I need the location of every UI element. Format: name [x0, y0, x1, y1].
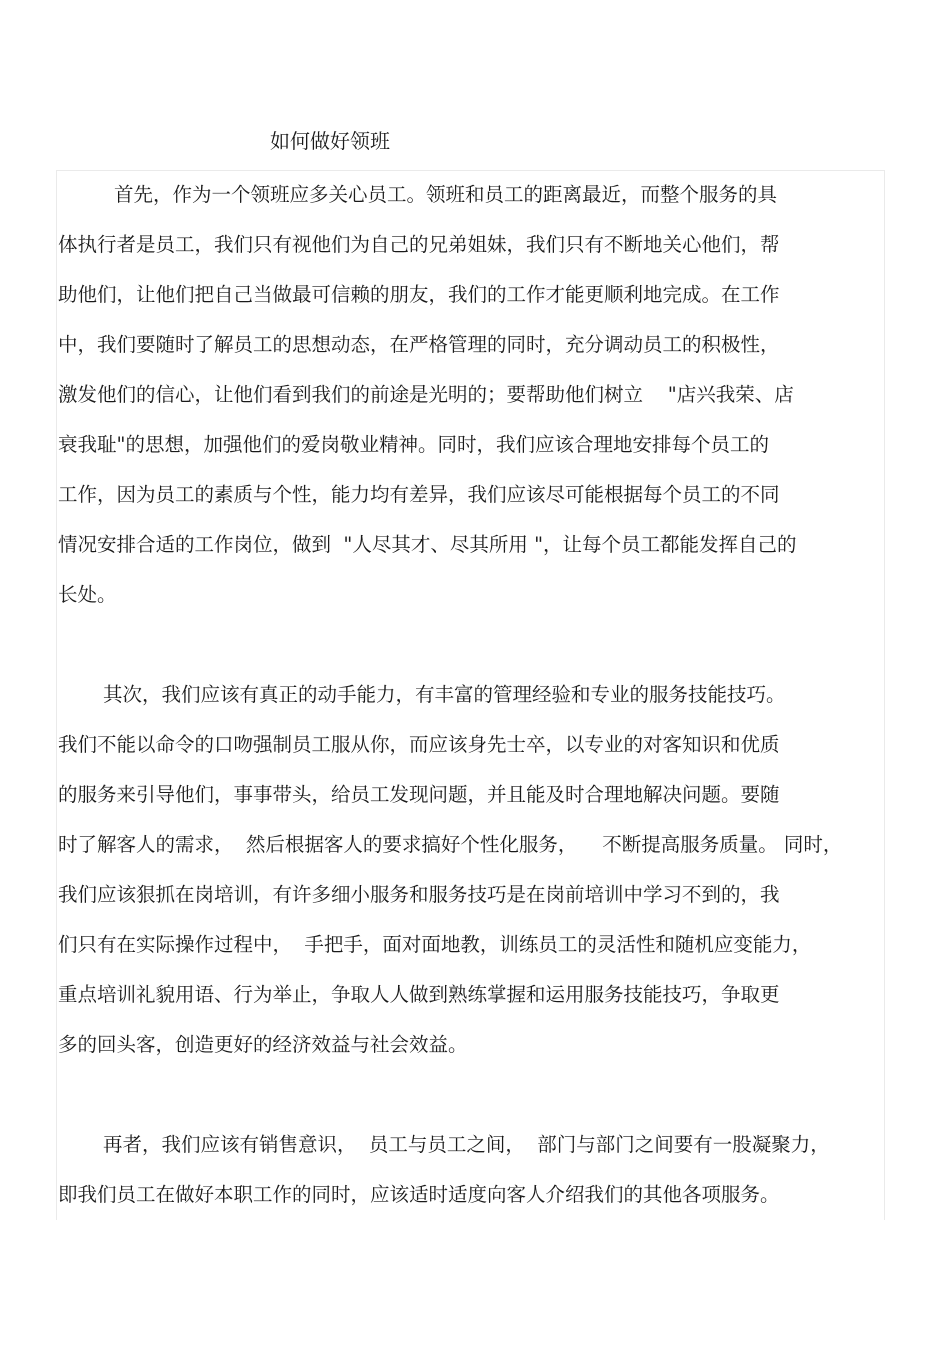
paragraph-3-line-2: 即我们员工在做好本职工作的同时，应该适时适度向客人介绍我们的其他各项服务。: [58, 1183, 780, 1206]
document-title: 如何做好领班: [270, 129, 390, 153]
paragraph-2-line-5: 我们应该狠抓在岗培训，有许多细小服务和服务技巧是在岗前培训中学习不到的，我: [58, 883, 780, 906]
paragraph-2-line-4: 时了解客人的需求， 然后根据客人的要求搞好个性化服务， 不断提高服务质量。 同时，: [58, 833, 843, 856]
paragraph-2-line-2: 我们不能以命令的口吻强制员工服从你，而应该身先士卒，以专业的对客知识和优质: [58, 733, 780, 756]
paragraph-2-line-6: 们只有在实际操作过程中， 手把手，面对面地教，训练员工的灵活性和随机应变能力，: [58, 933, 812, 956]
paragraph-1-line-5: 激发他们的信心，让他们看到我们的前途是光明的；要帮助他们树立 "店兴我荣、店: [58, 383, 794, 406]
paragraph-1-line-8: 情况安排合适的工作岗位，做到 "人尽其才、尽其所用 "，让每个员工都能发挥自己的: [58, 533, 797, 556]
paragraph-1-line-2: 体执行者是员工，我们只有视他们为自己的兄弟姐妹，我们只有不断地关心他们，帮: [58, 233, 780, 256]
paragraph-1-line-7: 工作，因为员工的素质与个性，能力均有差异，我们应该尽可能根据每个员工的不同: [58, 483, 780, 506]
paragraph-2-line-3: 的服务来引导他们，事事带头，给员工发现问题，并且能及时合理地解决问题。要随: [58, 783, 780, 806]
paragraph-1-line-6: 衰我耻"的思想，加强他们的爱岗敬业精神。同时，我们应该合理地安排每个员工的: [58, 433, 769, 456]
paragraph-2-line-8: 多的回头客，创造更好的经济效益与社会效益。: [58, 1033, 468, 1056]
paragraph-1-line-1: 首先，作为一个领班应多关心员工。领班和员工的距离最近，而整个服务的具: [114, 183, 778, 206]
paragraph-2-line-1: 其次，我们应该有真正的动手能力，有丰富的管理经验和专业的服务技能技巧。: [103, 683, 786, 706]
paragraph-2-line-7: 重点培训礼貌用语、行为举止，争取人人做到熟练掌握和运用服务技能技巧，争取更: [58, 983, 780, 1006]
paragraph-1-line-3: 助他们，让他们把自己当做最可信赖的朋友，我们的工作才能更顺利地完成。在工作: [58, 283, 780, 306]
paragraph-3-line-1: 再者，我们应该有销售意识， 员工与员工之间， 部门与部门之间要有一股凝聚力，: [103, 1133, 830, 1156]
paragraph-1-line-9: 长处。: [58, 583, 117, 606]
paragraph-1-line-4: 中，我们要随时了解员工的思想动态，在严格管理的同时，充分调动员工的积极性，: [58, 333, 780, 356]
